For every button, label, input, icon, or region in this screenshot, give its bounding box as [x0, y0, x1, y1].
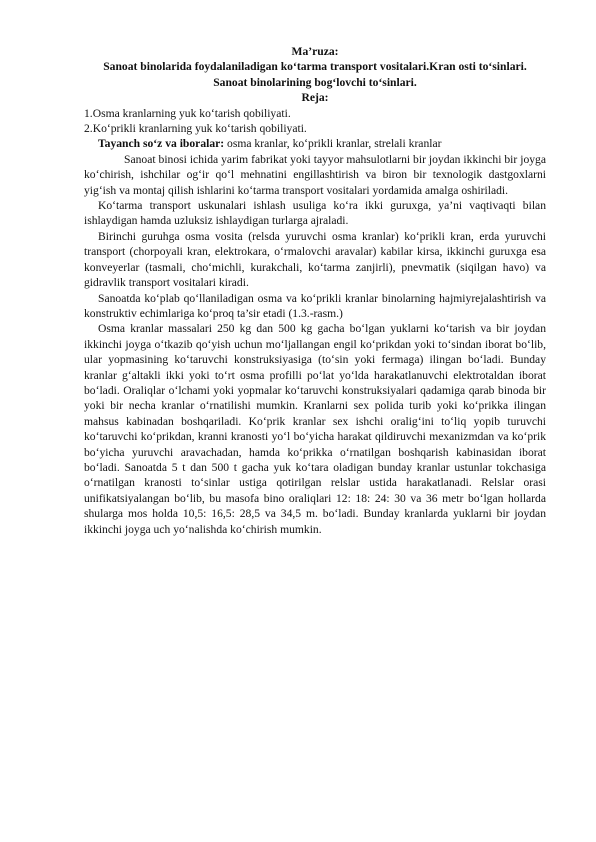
body-paragraph: Sanoat binosi ichida yarim fabrikat yoki tayyor mahsulotlarni bir joydan ikkinchi bir joyga ko‘chirish, ishchilar og‘ir qo‘l mehnatini engillashtirish va biron bir texnologik dastgoxlarni yig‘ish va montaj qilish ishlarini ko‘tarma transport vositalari yordamida amalga oshiriladi.	[84, 152, 546, 197]
keywords-line	[84, 136, 546, 151]
keywords-label: Tayanch so‘z va iboralar:	[98, 137, 225, 151]
keywords-text: osma kranlar, ko‘prikli kranlar, strelali kranlar	[224, 137, 442, 151]
body-paragraph: Ko‘tarma transport uskunalari ishlash usuliga ko‘ra ikki guruxga, ya’ni vaqtivaqti bilan ishlaydigan hamda uzluksiz ishlaydigan turlarga ajraladi.	[84, 199, 546, 228]
lecture-heading: Ma’ruza:	[291, 45, 339, 58]
body-paragraph: Birinchi guruhga osma vosita (relsda yuruvchi osma kranlar) ko‘prikli kran, erda yuruvchi transport (chorpoyali kran, elektrokara, o‘rmalovchi aravalar) kabilar kirsa, ikkinchi guruxga esa konveyerlar (tasmali, cho‘michli, kurakchali, ko‘tarma zanjirli), pnevmatik (siqilgan havo) va gidravlik transport vositalari kiradi.	[84, 229, 546, 290]
plan-item: 2.Ko‘prikli kranlarning yuk ko‘tarish qobiliyati.	[84, 122, 307, 136]
document-page	[84, 44, 546, 537]
plan-heading: Reja:	[301, 91, 329, 105]
plan-item: 1.Osma kranlarning yuk ko‘tarish qobiliyati.	[84, 106, 291, 120]
body-paragraph: Osma kranlar massalari 250 kg dan 500 kg gacha bo‘lgan yuklarni ko‘tarish va bir joydan ikkinchi joyga o‘tkazib qo‘yish uchun mo‘ljallangan engil ko‘prikdan yoki to‘sindan iborat bo‘lib, ular yopmasining ko‘taruvchi konstruksiyasiga (to‘sin yoki fermaga) ilingan bo‘ladi. Bunday kranlar g‘altakli ikki yoki to‘rt osma profilli po‘lat yo‘lda harakatlanuvchi elektrotaldan iborat bo‘ladi. Oraliqlar o‘lchami yoki yopmalar ko‘taruvchi konstruksiyalari qadamiga qarab binoda bir yoki bir necha kranlar o‘rnatilishi mumkin. Kranlarni sex polida turib yoki ko‘prikka ilingan mahsus kabinadan boshqariladi. Ko‘prik kranlar sex ishchi oralig‘ini to‘liq yopib turuvchi ko‘taruvchi ko‘prikdan, kranni kranosti yo‘l bo‘yicha harakat qildiruvchi mexanizmdan va ko‘prik bo‘yicha yuruvchi aravachadan, hamda ko‘prikka o‘rnatilgan boshqarish kabinasidan iborat bo‘ladi. Sanoatda 5 t dan 500 t gacha yuk ko‘tara oladigan bunday kranlar ustunlar tokchasiga o‘rnatilgan kranosti to‘sinlar ustiga qotirilgan relslar ustida harakatlanadi. Relslar orasi unifikatsiyalangan bo‘lib, bu masofa bino oraliqlari 12: 18: 24: 30 va 36 metr bo‘lgan hollarda shularga mos holda 10,5: 16,5: 28,5 va 34,5 m. bo‘ladi. Bunday kranlarda yuklarni bir joydan ikkinchi joyga uch yo‘nalishda ko‘chirish mumkin.	[84, 322, 546, 536]
lecture-subtitle: Sanoat binolarida foydalaniladigan ko‘tarma transport vositalari.Kran osti to‘sinlari. Sanoat binolarining bog‘lovchi to‘sinlari.	[103, 60, 527, 89]
body-paragraph: Sanoatda ko‘plab qo‘llaniladigan osma va ko‘prikli kranlar binolarning hajmiyrejalashtirish va konstruktiv echimlariga ko‘proq ta’sir etadi (1.3.-rasm.)	[84, 291, 546, 320]
